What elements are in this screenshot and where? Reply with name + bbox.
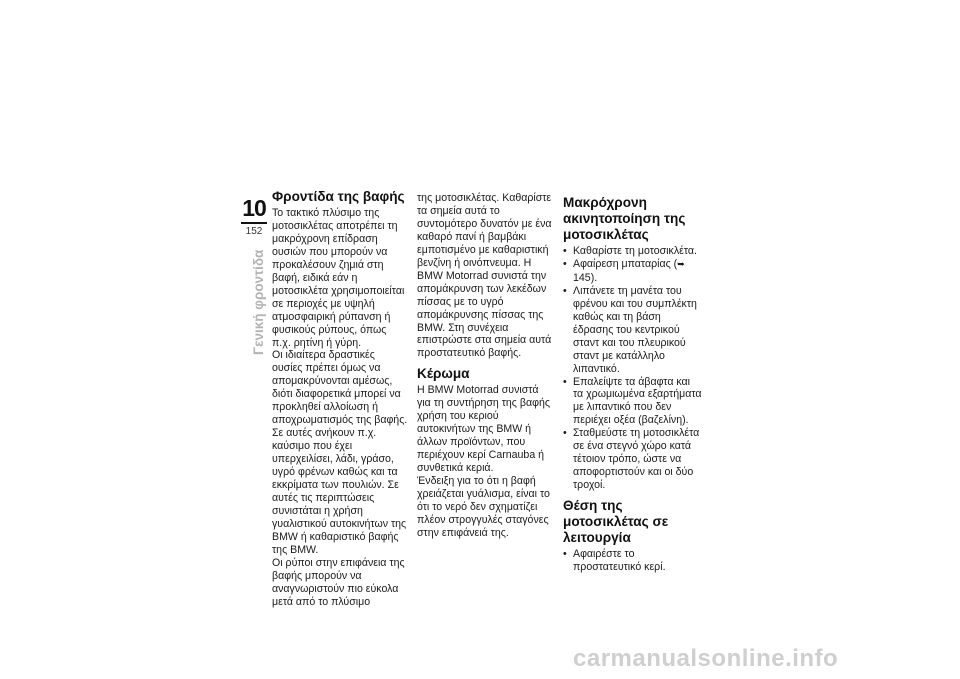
paragraph: Οι ρύποι στην επιφάνεια της βαφής μπορούν να αναγνωριστούν πιο εύκολα μετά από το πλύσιμο [272, 556, 405, 608]
heading-long-storage: Μακρόχρονη ακινητοποίηση της μοτοσικλέτας [563, 195, 686, 242]
list-item-suffix: ). [590, 271, 598, 284]
heading-paint-care: Φροντίδα της βαφής [272, 189, 405, 204]
chapter-number: 10 [242, 195, 266, 221]
chapter-rule [241, 222, 267, 224]
list-item: • Αφαιρέστε το προστατευτικό κερί. [563, 548, 703, 574]
service-list [563, 548, 703, 574]
paragraph: Ένδειξη για το ότι η βαφή χρειάζεται γυάλισμα, είναι το ότι το νερό δεν σχηματίζει πλέον στρογγυλές σταγόνες στην επιφάνειά της. [417, 475, 550, 539]
column-2 [417, 192, 553, 540]
column-3 [563, 195, 703, 574]
list-item: • Σταθμεύστε τη μοτοσικλέτα σε ένα στεγνό χώρο κατά τέτοιον τρόπο, ώστε να αποφορτιστούν και οι δύο τροχοί. [563, 427, 703, 492]
page-ref[interactable]: 145 [573, 271, 591, 284]
heading-waxing: Κέρωμα [417, 366, 470, 382]
heading-return-to-service: Θέση της μοτοσικλέτας σε λειτουργία [563, 498, 669, 546]
list-item: • Επαλείψτε τα άβαφτα και τα χρωμιωμένα εξαρτήματα με λιπαντικό που δεν περιέχει οξέα (βαζελίνη). [563, 376, 703, 428]
page-ref-arrow-icon: ➥ [677, 259, 685, 270]
list-item-text: Αφαίρεση μπαταρίας ( [573, 257, 678, 270]
storage-list [563, 245, 703, 492]
page-number: 152 [245, 226, 263, 237]
list-item [563, 258, 703, 285]
list-item: • Καθαρίστε τη μοτοσικλέτα. [563, 245, 703, 258]
paragraph: Η BMW Motorrad συνιστά για τη συντήρηση της βαφής χρήση του κεριού αυτοκινήτων της BMW ή άλλων προϊόντων, που περιέχουν κερί Carnauba ή συνθετικά κεριά. [417, 384, 550, 475]
watermark: carmanualsonline.info [573, 645, 839, 672]
column-1 [272, 189, 408, 609]
chapter-side-title: Γενική φροντίδα [251, 249, 266, 355]
paragraph: της μοτοσικλέτας. Καθαρίστε τα σημεία αυτά το συντομότερο δυνατόν με ένα καθαρό πανί ή βαμβάκι εμποτισμένο με καθαριστική βενζίνη ή οινόπνευμα. Η BMW Motorrad συνιστά την απομάκρυνση των λεκέδων πίσσας με το υγρό απομάκρυνσης πίσσας της BMW. Στη συνέχεια επιστρώστε στα σημεία αυτά προστατευτικό βαφής. [417, 192, 552, 360]
list-item: • Λιπάνετε τη μανέτα του φρένου και του συμπλέκτη καθώς και τη βάση έδρασης του κεντρικού σταντ και του πλευρικού σταντ με κατάλληλο λιπαντικό. [563, 285, 703, 376]
paragraph: Το τακτικό πλύσιμο της μοτοσικλέτας αποτρέπει τη μακρόχρονη επίδραση ουσιών που μπορούν να προκαλέσουν ζημιά στη βαφή, ειδικά εάν η μοτοσικλέτα χρησιμοποιείται σε περιοχές με υψηλή ατμοσφαιρική ρύπανση ή φυσικούς ρύπους, όπως π.χ. ρητίνη ή γύρη. [272, 207, 405, 349]
paragraph: Οι ιδιαίτερα δραστικές ουσίες πρέπει όμως να απομακρύνονται αμέσως, διότι διαφορετικά μπορεί να προκληθεί αλλοίωση ή αποχρωματισμός της βαφής. Σε αυτές ανήκουν π.χ. καύσιμο που έχει υπερχειλίσει, λάδι, γράσο, υγρό φρένων καθώς και τα εκκρίματα των πουλιών. Σε αυτές τις περιπτώσεις συνιστάται η χρήση γυαλιστικού αυτοκινήτων της BMW ή καθαριστικό βαφής της BMW. [272, 349, 408, 556]
